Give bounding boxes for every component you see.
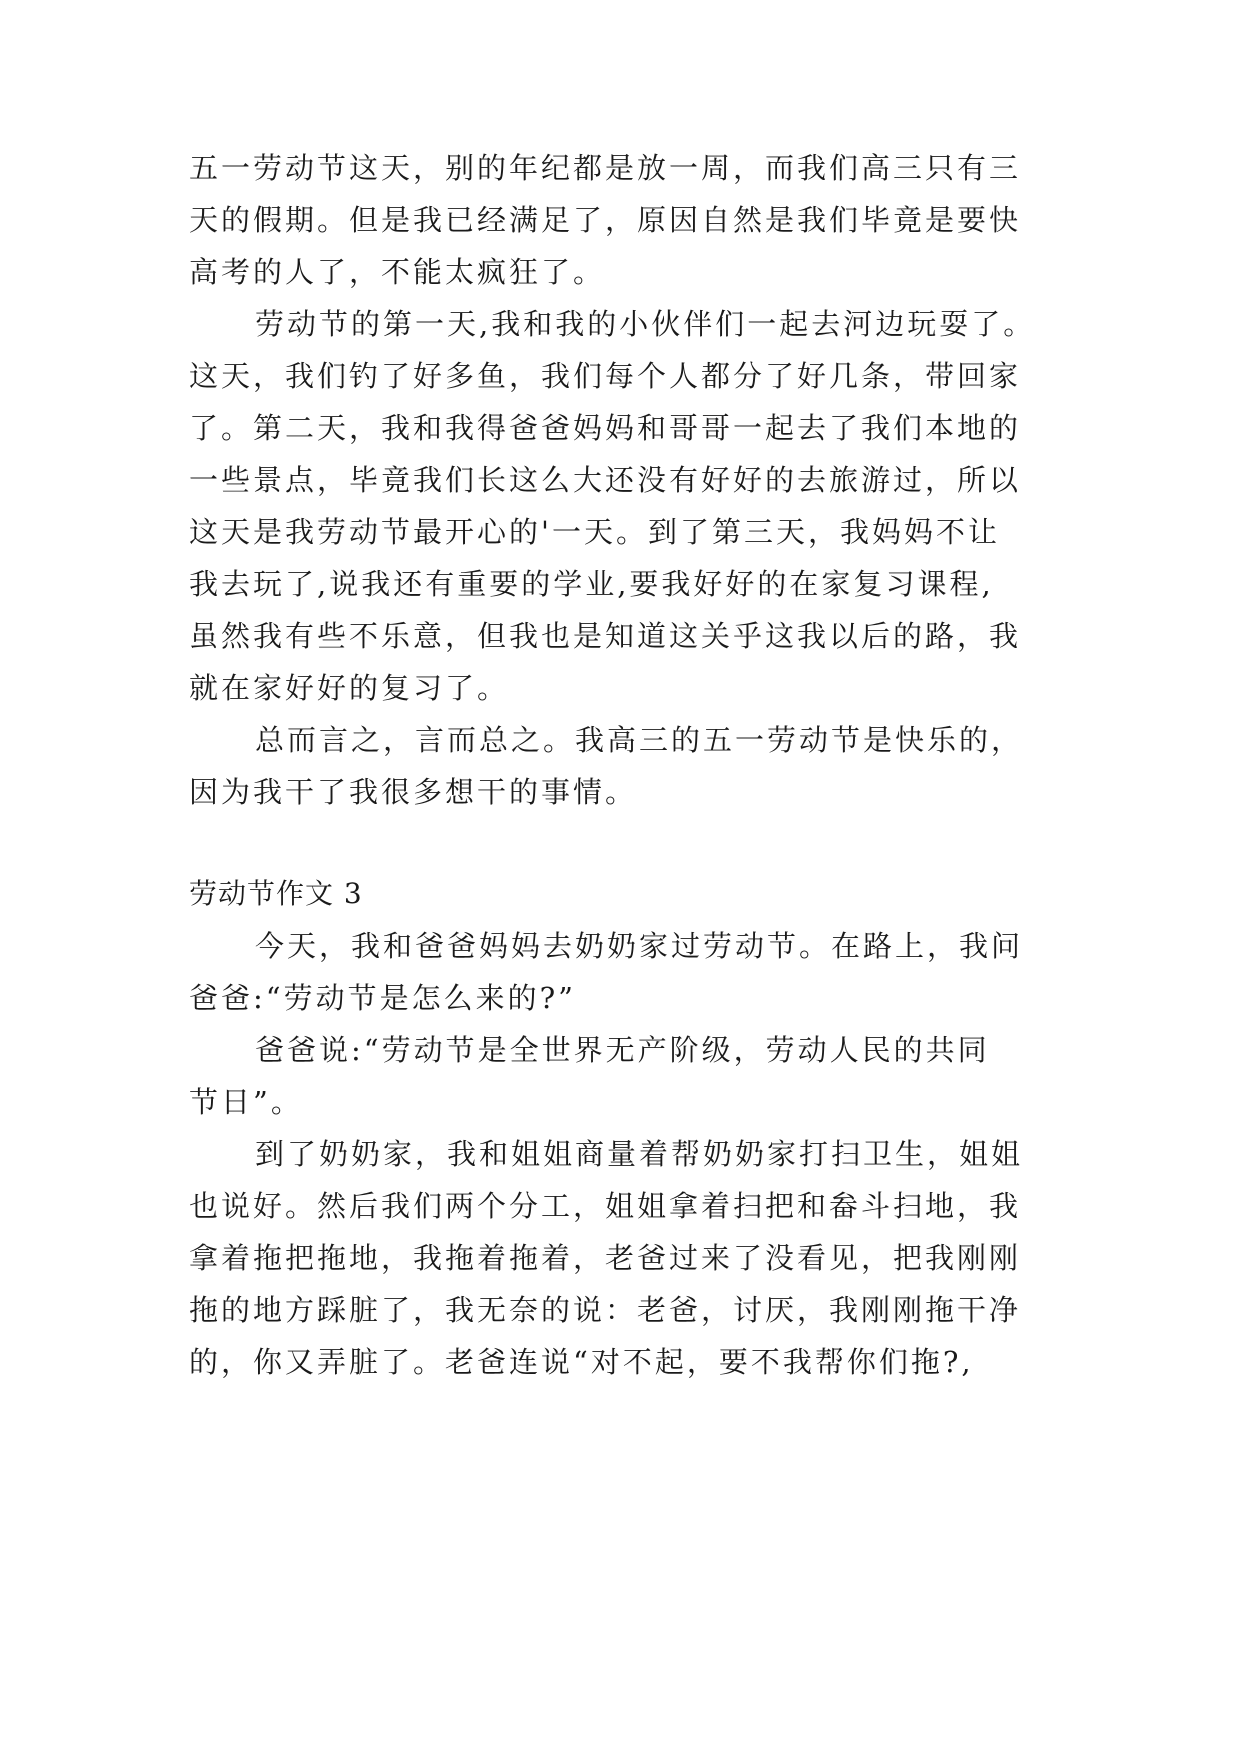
paragraph-1-line-3: 高考的人了，不能太疯狂了。 [189, 255, 606, 289]
section-heading: 劳动节作文 3 [189, 877, 363, 910]
paragraph-6-line-4: 拖的地方踩脏了，我无奈的说：老爸，讨厌，我刚刚拖干净 [189, 1293, 1022, 1327]
paragraph-2-line-6: 我去玩了,说我还有重要的学业,要我好好的在家复习课程, [189, 567, 994, 601]
paragraph-4-line-2: 爸爸:“劳动节是怎么来的?” [189, 981, 576, 1015]
paragraph-6-line-1: 到了奶奶家，我和姐姐商量着帮奶奶家打扫卫生，姐姐 [255, 1137, 1024, 1171]
paragraph-4-line-1: 今天，我和爸爸妈妈去奶奶家过劳动节。在路上，我问 [255, 929, 1024, 963]
paragraph-5-line-2: 节日”。 [189, 1085, 303, 1119]
paragraph-6-line-2: 也说好。然后我们两个分工，姐姐拿着扫把和畚斗扫地，我 [189, 1189, 1022, 1223]
paragraph-2-line-5: 这天是我劳动节最开心的'一天。到了第三天，我妈妈不让 [189, 515, 1000, 549]
paragraph-3-line-1: 总而言之，言而总之。我高三的五一劳动节是快乐的， [255, 723, 1024, 757]
paragraph-2-line-2: 这天，我们钓了好多鱼，我们每个人都分了好几条，带回家 [189, 359, 1022, 393]
paragraph-6-line-5: 的，你又弄脏了。老爸连说“对不起，要不我帮你们拖?, [189, 1345, 974, 1379]
paragraph-2-line-8: 就在家好好的复习了。 [189, 671, 510, 705]
paragraph-2-line-1: 劳动节的第一天,我和我的小伙伴们一起去河边玩耍了。 [255, 307, 1036, 341]
paragraph-1-line-2: 天的假期。但是我已经满足了，原因自然是我们毕竟是要快 [189, 203, 1022, 237]
paragraph-1-line-1: 五一劳动节这天，别的年纪都是放一周，而我们高三只有三 [189, 151, 1022, 185]
paragraph-5-line-1: 爸爸说:“劳动节是全世界无产阶级，劳动人民的共同 [255, 1033, 990, 1067]
paragraph-3-line-2: 因为我干了我很多想干的事情。 [189, 775, 638, 809]
paragraph-6-line-3: 拿着拖把拖地，我拖着拖着，老爸过来了没看见，把我刚刚 [189, 1241, 1022, 1275]
paragraph-2-line-7: 虽然我有些不乐意，但我也是知道这关乎这我以后的路，我 [189, 619, 1022, 653]
paragraph-2-line-4: 一些景点，毕竟我们长这么大还没有好好的去旅游过，所以 [189, 463, 1022, 497]
paragraph-2-line-3: 了。第二天，我和我得爸爸妈妈和哥哥一起去了我们本地的 [189, 411, 1022, 445]
